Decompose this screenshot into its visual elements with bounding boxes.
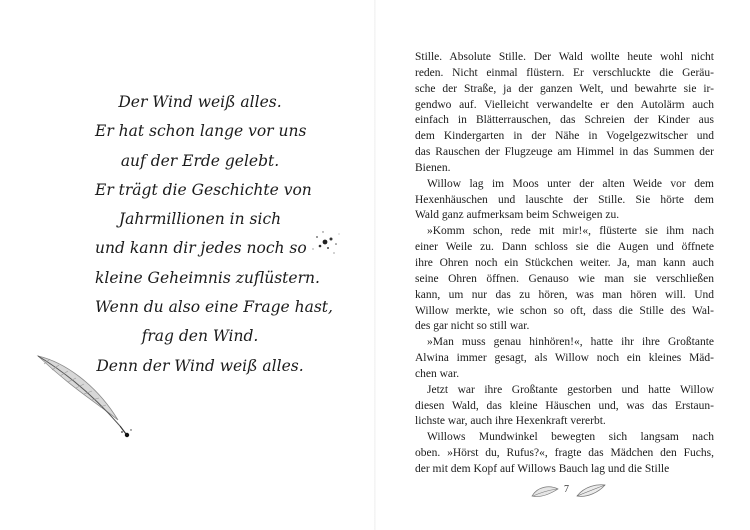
text-line: ihre Ohren noch ein Stückchen weiter. Ja, man kann auch <box>415 256 714 269</box>
right-page <box>375 0 750 530</box>
feather-icon <box>575 482 607 500</box>
text-line: seine Ohren öffnen. Genauso wie man sie verschließen <box>415 272 714 285</box>
text-line: der mit dem Kopf auf Willows Bauch lag und die Stille <box>415 462 670 475</box>
text-line: Willow merkte, wie schon so oft, dass die Stille des Wal- <box>415 304 714 317</box>
text-line: Bienen. <box>415 161 451 174</box>
text-line: das Rauschen der Flugzeuge am Himmel in das Summen der <box>415 146 714 159</box>
text-line: gendwo auf. Vielleicht verwandelte er den Autolärm auch <box>415 98 714 111</box>
text-line: einfach in Blätterrauschen, das Schreien der Kinder aus <box>415 114 714 127</box>
text-line: Willows Mundwinkel bewegten sich langsam nach <box>427 431 714 444</box>
text-line: Jetzt war ihre Großtante gestorben und hatte Willow <box>427 383 714 396</box>
text-line: sche der Straße, ja der ganzen Welt, und bewahrte sie ir- <box>415 82 714 95</box>
text-line: Stille. Absolute Stille. Der Wald wollte heute wohl nicht <box>415 51 714 63</box>
text-line: lichste war, auch ihre Hexenkraft vererbt. <box>415 415 606 428</box>
text-line: reden. Nicht einmal flüstern. Er verschluckte die Geräu- <box>415 66 714 79</box>
text-line: des gar nicht so still war. <box>415 320 530 333</box>
poem-line: auf der Erde gelebt. <box>120 151 280 170</box>
text-line: Hexenhäuschen und lauschte der Stille. Sie hörte dem <box>415 193 714 206</box>
poem-line: Wenn du also eine Frage hast, <box>95 298 333 317</box>
ink-splatter-icon <box>305 222 345 262</box>
text-line: »Komm schon, rede mit mir!«, flüsterte sie ihm nach <box>427 225 714 238</box>
poem-line: frag den Wind. <box>141 327 259 346</box>
text-line: Willow lag im Moos unter der alten Weide vor dem <box>427 177 714 190</box>
poem-line: Denn der Wind weiß alles. <box>96 356 304 375</box>
poem-line: Der Wind weiß alles. <box>118 93 282 111</box>
text-line: einer Weile zu. Dann schloss sie die Augen und öffnete <box>415 241 714 254</box>
poem-line: Er trägt die Geschichte von <box>95 180 312 199</box>
poem-line: kleine Geheimnis zuflüstern. <box>95 268 320 287</box>
poem-line: Jahrmillionen in sich <box>118 210 282 229</box>
text-line: dem Kindergarten in der Nähe in Vogelgezwitscher und <box>415 130 714 143</box>
text-line: chen war. <box>415 367 460 380</box>
text-line: oben. »Hörst du, Rufus?«, fragte das Mädchen den Fuchs, <box>415 447 714 460</box>
leaf-icon <box>530 484 560 500</box>
feather-quill-icon <box>34 352 134 442</box>
text-line: Wald ganz aufmerksam beim Schweigen zu. <box>415 209 620 222</box>
poem-line: und kann dir jedes noch so <box>95 239 307 258</box>
text-line: Alwina immer gesagt, als Willow noch ein kleines Mäd- <box>415 352 714 365</box>
text-line: diesen Wald, das kleine Häuschen und, was das Erstaun- <box>415 399 714 412</box>
poem-line: Er hat schon lange vor uns <box>95 122 307 141</box>
text-line: kann, um nur das zu hören, was man hören will. Und <box>415 288 714 301</box>
poem <box>95 88 333 381</box>
chapter-text <box>415 50 714 478</box>
text-line: »Man muss genau hinhören!«, hatte ihr ihre Großtante <box>427 336 714 349</box>
page-number: 7 <box>564 484 569 495</box>
